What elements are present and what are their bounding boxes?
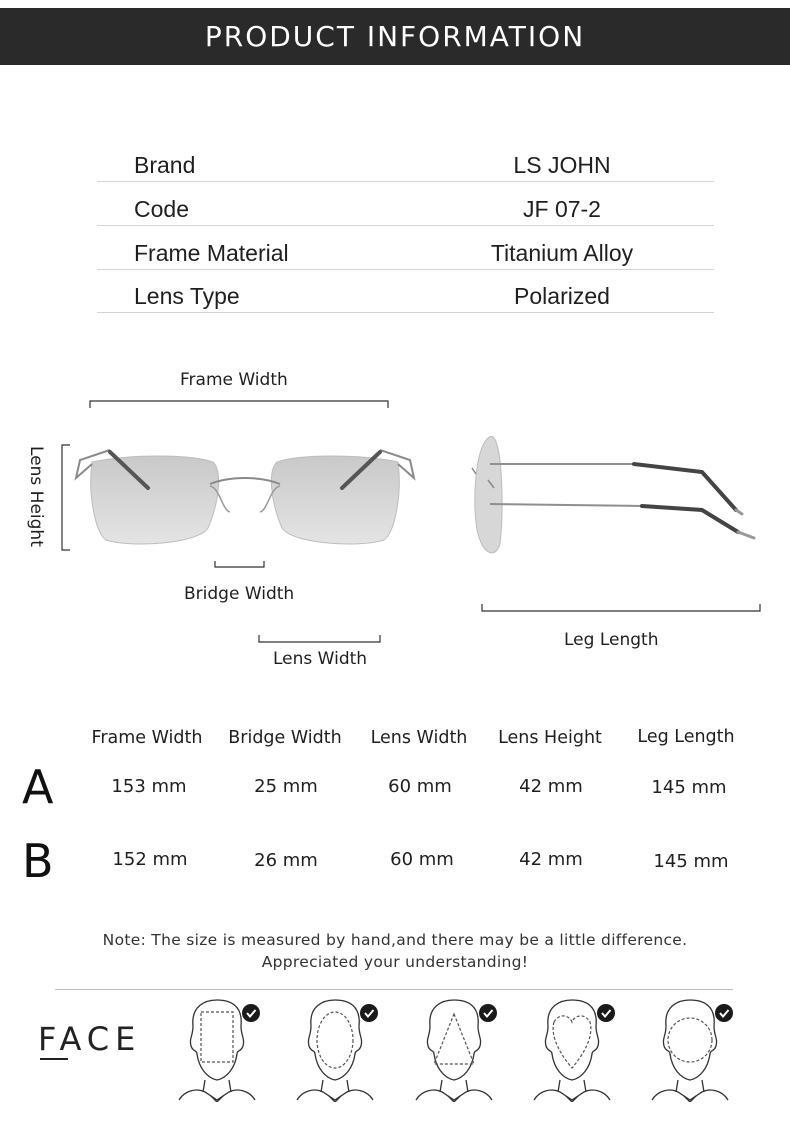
- page-title: PRODUCT INFORMATION: [204, 20, 586, 53]
- frame-width-bracket: [88, 398, 392, 410]
- face-shape-triangle-icon: [416, 1000, 497, 1102]
- table-header-bridge-width: Bridge Width: [228, 728, 342, 748]
- frame-width-label: Frame Width: [180, 370, 288, 390]
- note-line-2: Appreciated your understanding!: [261, 953, 529, 971]
- spec-row-brand: [97, 137, 714, 182]
- leg-length-bracket: [480, 602, 762, 614]
- table-cell: 26 mm: [254, 850, 318, 871]
- table-cell: 153 mm: [111, 776, 187, 797]
- spec-label: Lens Type: [134, 283, 240, 309]
- face-shapes: [175, 996, 775, 1102]
- face-shape-rectangle-icon: [179, 1000, 260, 1102]
- table-cell: 42 mm: [519, 849, 583, 870]
- spec-value: Titanium Alloy: [490, 240, 634, 266]
- table-header-frame-width: Frame Width: [91, 728, 203, 748]
- lens-height-label: Lens Height: [26, 446, 46, 547]
- spec-label: Brand: [134, 152, 196, 178]
- table-header-lens-width: Lens Width: [370, 728, 468, 748]
- row-label-a: A: [22, 760, 54, 814]
- table-cell: 60 mm: [390, 849, 454, 870]
- leg-length-label: Leg Length: [564, 630, 659, 650]
- table-header-leg-length: Leg Length: [637, 727, 735, 747]
- table-cell: 25 mm: [254, 776, 318, 797]
- spec-row-lens-type: [97, 268, 714, 313]
- divider: [55, 989, 733, 990]
- face-label: FACE: [38, 1020, 142, 1058]
- face-shape-heart-icon: [534, 1000, 615, 1102]
- table-cell: 60 mm: [388, 776, 452, 797]
- face-shape-oval-icon: [297, 1000, 378, 1102]
- table-cell: 145 mm: [651, 777, 727, 798]
- lens-width-bracket: [258, 634, 382, 646]
- table-cell: 152 mm: [112, 849, 188, 870]
- spec-label: Code: [134, 196, 189, 222]
- face-underline: [40, 1058, 68, 1060]
- table-cell: 145 mm: [653, 851, 729, 872]
- header-banner: [0, 8, 790, 65]
- face-shape-round-icon: [652, 1000, 733, 1102]
- bridge-width-label: Bridge Width: [184, 584, 295, 604]
- row-label-b: B: [22, 834, 54, 888]
- spec-value: Polarized: [514, 283, 610, 309]
- spec-row-code: [97, 181, 714, 226]
- spec-label: Frame Material: [134, 240, 289, 266]
- glasses-front-icon: [70, 440, 420, 560]
- spec-value: LS JOHN: [513, 152, 611, 178]
- glasses-side-icon: [466, 430, 766, 570]
- table-cell: 42 mm: [519, 776, 583, 797]
- table-header-lens-height: Lens Height: [498, 728, 602, 748]
- lens-width-label: Lens Width: [273, 649, 368, 669]
- spec-value: JF 07-2: [523, 196, 601, 222]
- bridge-width-bracket: [214, 560, 266, 570]
- note-line-1: Note: The size is measured by hand,and there may be a little difference.: [102, 931, 688, 949]
- spec-row-frame-material: [97, 225, 714, 270]
